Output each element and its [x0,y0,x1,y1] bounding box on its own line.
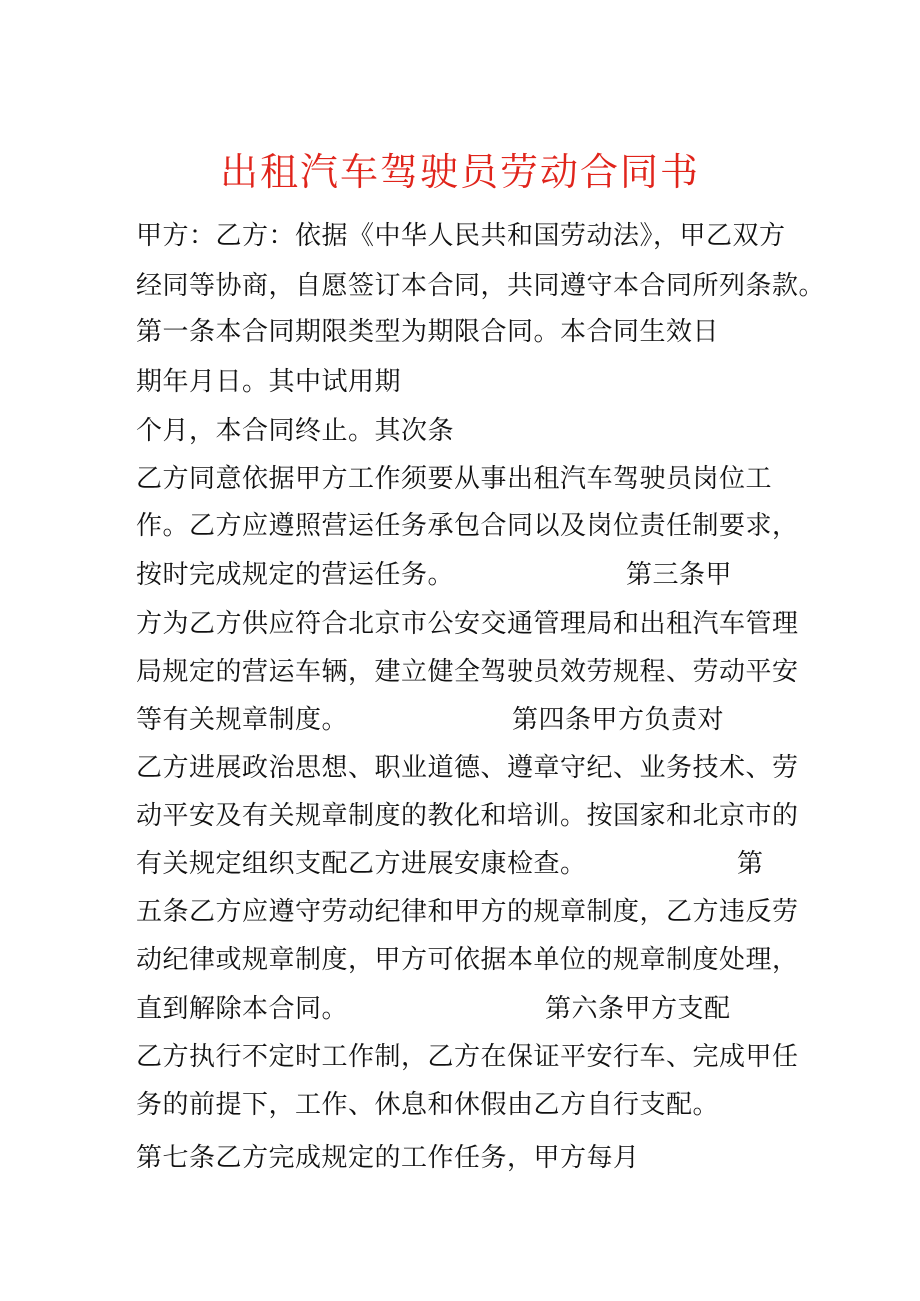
body-line-19: 务的前提下，工作、休息和休假由乙方自行支配。 [136,1090,720,1120]
article-4-heading: 第四条甲方负责对 [512,705,725,735]
body-line-1: 甲方：乙方：依据《中华人民共和国劳动法》，甲乙双方 [136,221,786,251]
body-line-11: 等有关规章制度。 [136,705,349,735]
body-line-5: 个月，本合同终止。其次条 [136,416,455,446]
body-line-12: 乙方进展政治思想、职业道德、遵章守纪、业务技术、劳 [136,753,799,783]
body-line-16: 动纪律或规章制度，甲方可依据本单位的规章制度处理， [136,945,799,975]
body-line-3: 第一条本合同期限类型为期限合同。本合同生效日 [136,317,720,347]
body-line-10: 局规定的营运车辆，建立健全驾驶员效劳规程、劳动平安 [136,657,799,687]
body-line-9: 方为乙方供应符合北京市公安交通管理局和出租汽车管理 [136,609,799,639]
body-line-13: 动平安及有关规章制度的教化和培训。按国家和北京市的 [136,801,799,831]
body-line-2: 经同等协商，自愿签订本合同，共同遵守本合同所列条款。 [136,271,826,301]
body-line-17: 直到解除本合同。 [136,994,349,1024]
body-line-4: 期年月日。其中试用期 [136,367,402,397]
document-title: 出租汽车驾驶员劳动合同书 [219,150,700,194]
body-line-15: 五条乙方应遵守劳动纪律和甲方的规章制度，乙方违反劳 [136,897,799,927]
body-line-14: 有关规定组织支配乙方进展安康检查。 [136,849,587,879]
article-5-heading-start: 第 [737,849,764,879]
article-6-heading: 第六条甲方支配 [545,994,731,1024]
body-line-20: 第七条乙方完成规定的工作任务，甲方每月 [136,1143,640,1173]
body-line-8: 按时完成规定的营运任务。 [136,560,455,590]
body-line-6: 乙方同意依据甲方工作须要从事出租汽车驾驶员岗位工 [136,464,773,494]
article-3-heading: 第三条甲 [626,560,733,590]
body-line-7: 作。乙方应遵照营运任务承包合同以及岗位责任制要求， [136,511,799,541]
body-line-18: 乙方执行不定时工作制，乙方在保证平安行车、完成甲任 [136,1042,799,1072]
